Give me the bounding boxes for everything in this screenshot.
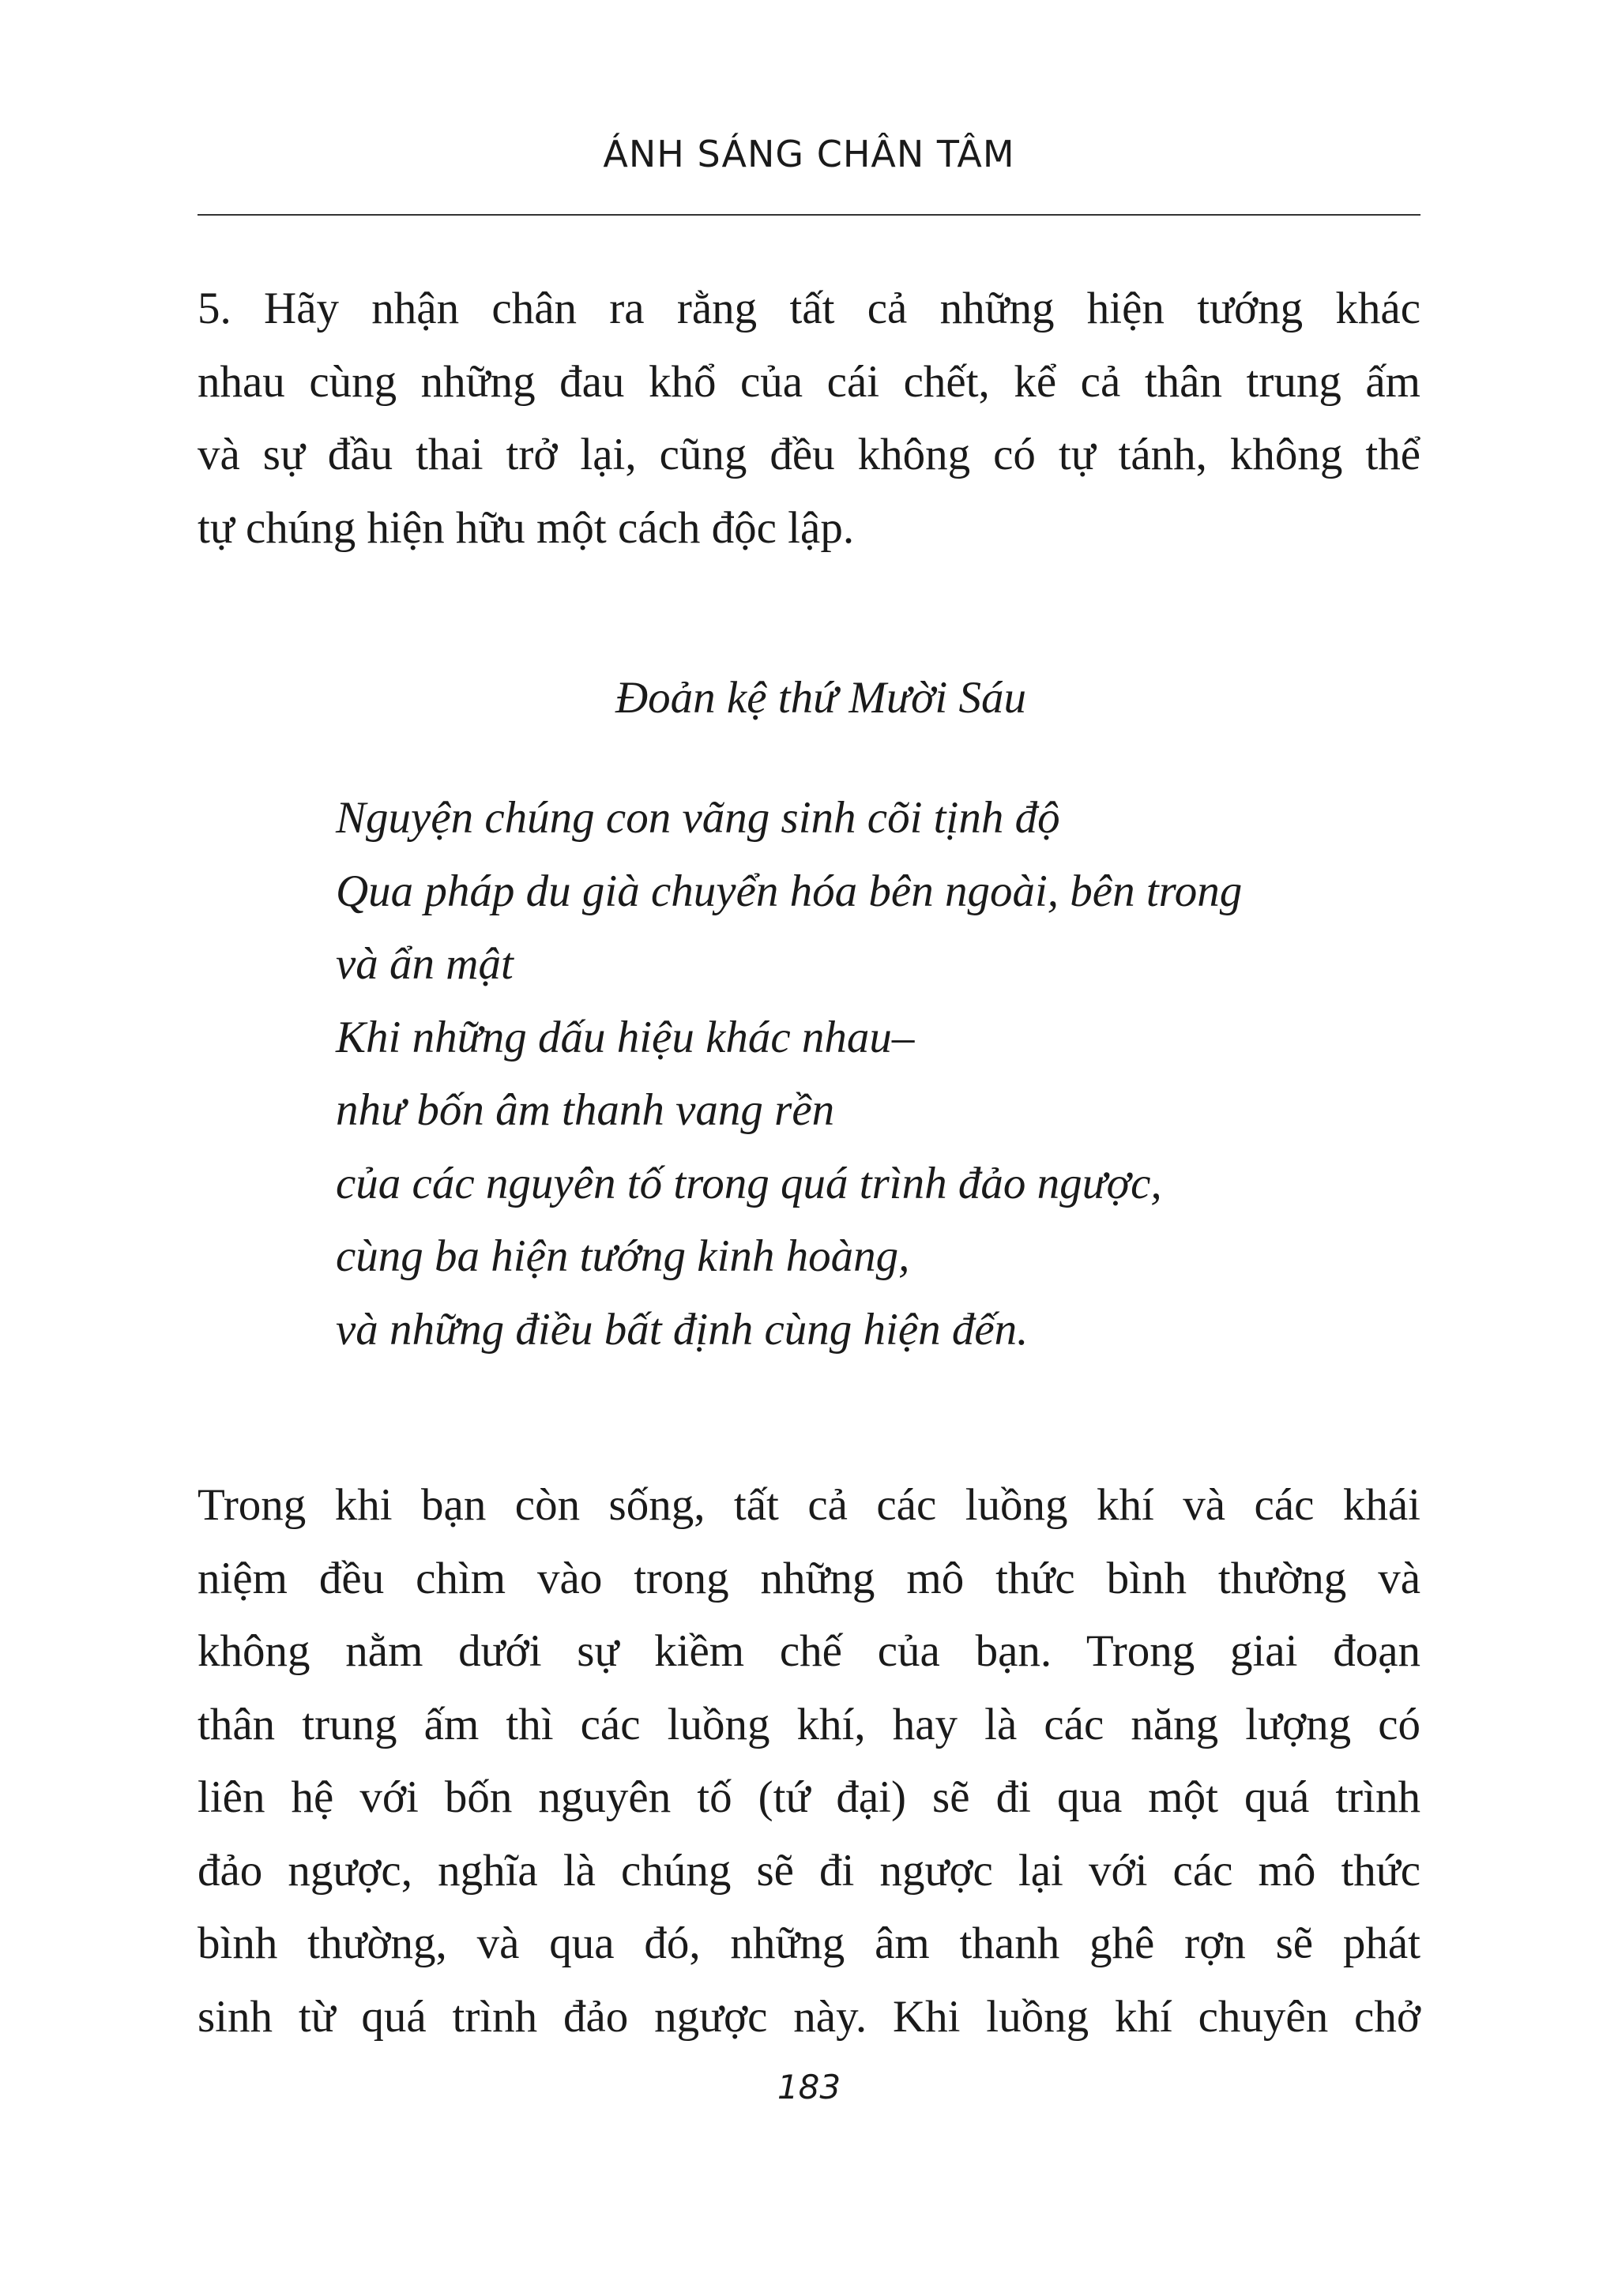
- running-header: ÁNH SÁNG CHÂN TÂM: [603, 133, 1015, 175]
- paragraph-line: tự chúng hiện hữu một cách độc lập.: [198, 502, 855, 553]
- paragraph-line: thân trung ấm thì các luồng khí, hay là các năng lượng có: [198, 1699, 1420, 1749]
- verse-stanza: [336, 782, 1242, 1366]
- paragraph-line: Trong khi bạn còn sống, tất cả các luồng khí và các khái: [198, 1480, 1420, 1530]
- paragraph-line: 5. Hãy nhận chân ra rằng tất cả những hiện tướng khác: [198, 284, 1420, 333]
- paragraph-line: đảo ngược, nghĩa là chúng sẽ đi ngược lại với các mô thức: [198, 1845, 1420, 1896]
- verse-title: Đoản kệ thứ Mười Sáu: [615, 673, 1026, 723]
- paragraph-line: không nằm dưới sự kiềm chế của bạn. Trong giai đoạn: [198, 1626, 1420, 1676]
- paragraph-line: nhau cùng những đau khổ của cái chết, kể cả thân trung ấm: [198, 356, 1420, 407]
- paragraph-line: niệm đều chìm vào trong những mô thức bình thường và: [198, 1553, 1420, 1603]
- verse-line: Nguyện chúng con vãng sinh cõi tịnh độ: [336, 793, 1060, 843]
- paragraph-line: và sự đầu thai trở lại, cũng đều không có tự tánh, không thể: [198, 430, 1420, 479]
- paragraph-numbered-5: [198, 272, 1420, 565]
- paragraph-line: sinh từ quá trình đảo ngược này. Khi luồng khí chuyên chở: [198, 1991, 1420, 2042]
- header-rule: [198, 214, 1420, 216]
- verse-line: của các nguyên tố trong quá trình đảo ngược,: [336, 1158, 1162, 1208]
- verse-line: như bốn âm thanh vang rền: [336, 1085, 835, 1135]
- verse-line: Khi những dấu hiệu khác nhau–: [336, 1012, 915, 1062]
- page-number: 183: [777, 2068, 841, 2106]
- verse-line: và ẩn mật: [336, 939, 514, 989]
- verse-line: Qua pháp du già chuyển hóa bên ngoài, bên trong: [336, 866, 1243, 916]
- paragraph-line: bình thường, và qua đó, những âm thanh ghê rợn sẽ phát: [198, 1918, 1420, 1968]
- verse-line: cùng ba hiện tướng kinh hoàng,: [336, 1231, 910, 1281]
- paragraph-line: liên hệ với bốn nguyên tố (tứ đại) sẽ đi qua một quá trình: [198, 1772, 1420, 1822]
- body-paragraph: [198, 1469, 1420, 2054]
- verse-line: và những điều bất định cùng hiện đến.: [336, 1304, 1029, 1355]
